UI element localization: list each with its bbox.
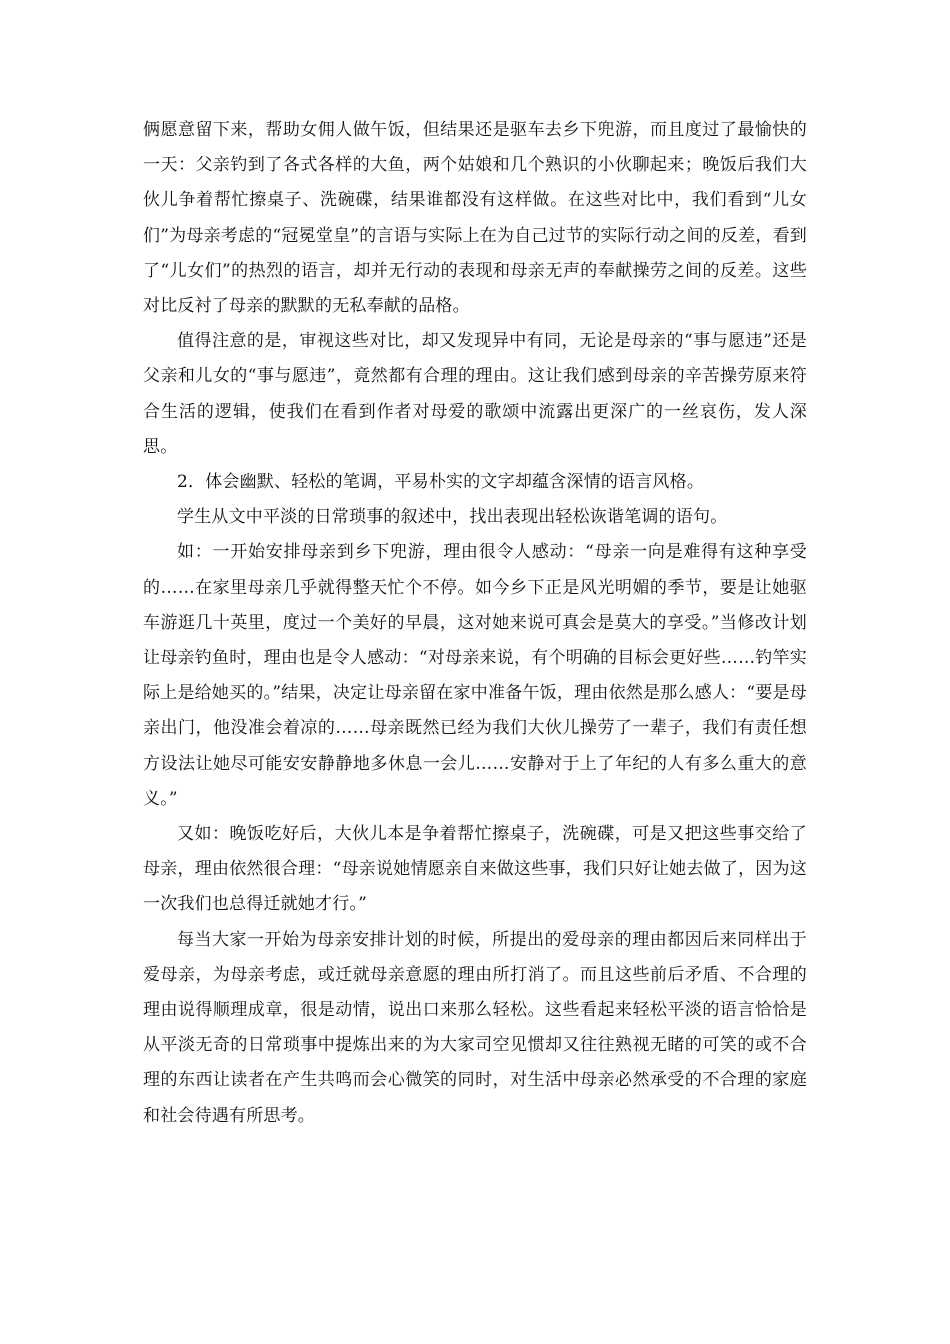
paragraph-task: 学生从文中平淡的日常琐事的叙述中，找出表现出轻松诙谐笔调的语句。: [177, 507, 728, 528]
section-heading-2: 2．体会幽默、轻松的笔调，平易朴实的文字却蕴含深情的语言风格。: [177, 472, 705, 493]
document-body: [143, 113, 807, 1134]
paragraph-example-1: 如：一开始安排母亲到乡下兜游，理由很令人感动：“母亲一向是难得有这种享受的……在家里母亲几乎就得整天忙个不停。如今乡下正是风光明媚的季节，要是让她驱车游逛几十英里，度过一个美好的早晨，这对她来说可真会是莫大的享受。”当修改计划让母亲钓鱼时，理由也是令人感动：“对母亲来说，有个明确的目标会更好些……钓竿实际上是给她买的。”结果，决定让母亲留在家中准备午饭，理由依然是那么感人：“要是母亲出门，他没准会着凉的……母亲既然已经为我们大伙儿操劳了一辈子，我们有责任想方设法让她尽可能安安静静地多休息一会儿……安静对于上了年纪的人有多么重大的意义。”: [143, 542, 807, 809]
paragraph-contrast-analysis: 值得注意的是，审视这些对比，却又发现异中有同，无论是母亲的“事与愿违”还是父亲和儿女的“事与愿违”，竟然都有合理的理由。这让我们感到母亲的辛苦操劳原来符合生活的逻辑，使我们在看到作者对母爱的歌颂中流露出更深广的一丝哀伤，发人深思。: [143, 331, 807, 457]
paragraph-continuation: 俩愿意留下来，帮助女佣人做午饭，但结果还是驱车去乡下兜游，而且度过了最愉快的一天：父亲钓到了各式各样的大鱼，两个姑娘和几个熟识的小伙聊起来；晚饭后我们大伙儿争着帮忙擦桌子、洗碗碟，结果谁都没有这样做。在这些对比中，我们看到“儿女们”为母亲考虑的“冠冕堂皇”的言语与实际上在为自己过节的实际行动之间的反差，看到了“儿女们”的热烈的语言，却并无行动的表现和母亲无声的奉献操劳之间的反差。这些对比反衬了母亲的默默的无私奉献的品格。: [143, 120, 807, 317]
paragraph-conclusion: 每当大家一开始为母亲安排计划的时候，所提出的爱母亲的理由都因后来同样出于爱母亲，为母亲考虑，或迁就母亲意愿的理由所打消了。而且这些前后矛盾、不合理的理由说得顺理成章，很是动情，说出口来那么轻松。这些看起来轻松平淡的语言恰恰是从平淡无奇的日常琐事中提炼出来的为大家司空见惯却又往往熟视无睹的可笑的或不合理的东西让读者在产生共鸣而会心微笑的同时，对生活中母亲必然承受的不合理的家庭和社会待遇有所思考。: [143, 929, 807, 1126]
paragraph-example-2: 又如：晚饭吃好后，大伙儿本是争着帮忙擦桌子，洗碗碟，可是又把这些事交给了母亲，理由依然很合理：“母亲说她情愿亲自来做这些事，我们只好让她去做了，因为这一次我们也总得迁就她才行。”: [143, 824, 807, 915]
